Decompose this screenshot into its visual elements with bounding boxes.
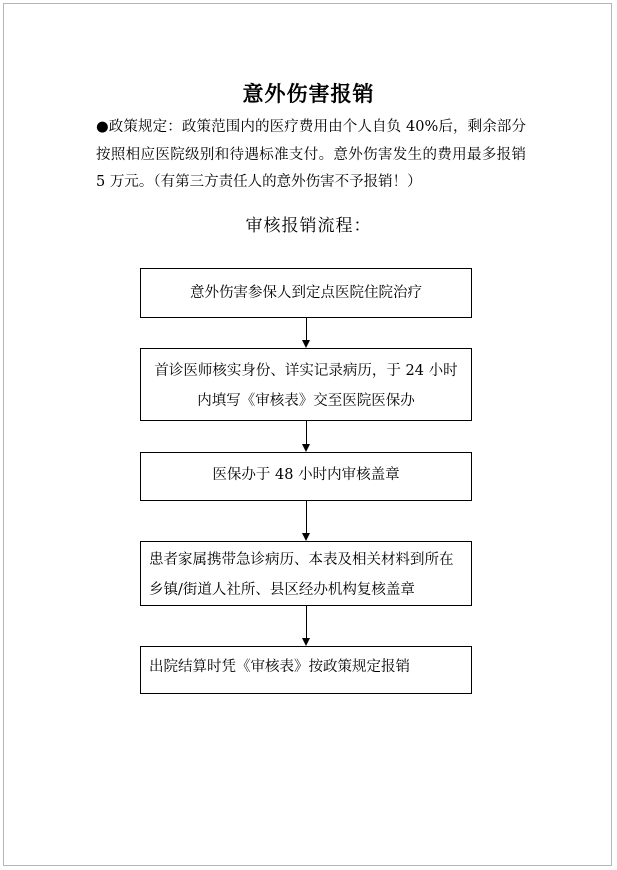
flow-connector-2 [306, 421, 307, 445]
flow-step-2 [140, 348, 472, 421]
flow-connector-4 [306, 606, 307, 639]
flow-step-1-text: 意外伤害参保人到定点医院住院治疗 [190, 285, 422, 301]
flow-step-3 [140, 452, 472, 501]
flow-step-4 [140, 541, 472, 606]
flow-arrow-4 [302, 638, 310, 646]
flow-arrow-1 [302, 340, 310, 348]
flow-step-3-text: 医保办于 48 小时内审核盖章 [212, 467, 400, 483]
policy-text: ●政策规定：政策范围内的医疗费用由个人自负 40%后，剩余部分按照相应医院级别和待遇标准支付。意外伤害发生的费用最多报销 5 万元。（有第三方责任人的意外伤害不予报销！） [96, 119, 526, 190]
flow-step-1 [140, 268, 472, 318]
page-title: 意外伤害报销 [242, 81, 375, 106]
flow-step-2-line-1: 首诊医师核实身份、详实记录病历，于 24 小时 [154, 363, 458, 379]
flow-step-5 [140, 646, 472, 694]
flow-connector-3 [306, 501, 307, 534]
flow-title: 审核报销流程： [245, 216, 372, 236]
flow-arrow-2 [302, 444, 310, 452]
flow-connector-1 [306, 318, 307, 341]
flow-step-5-text: 出院结算时凭《审核表》按政策规定报销 [149, 659, 410, 675]
flow-step-2-line-2: 内填写《审核表》交至医院医保办 [197, 393, 415, 409]
flow-step-4-line-1: 患者家属携带急诊病历、本表及相关材料到所在 [149, 552, 454, 568]
flow-step-4-line-2: 乡镇/街道人社所、县区经办机构复核盖章 [149, 582, 415, 598]
flow-arrow-3 [302, 533, 310, 541]
